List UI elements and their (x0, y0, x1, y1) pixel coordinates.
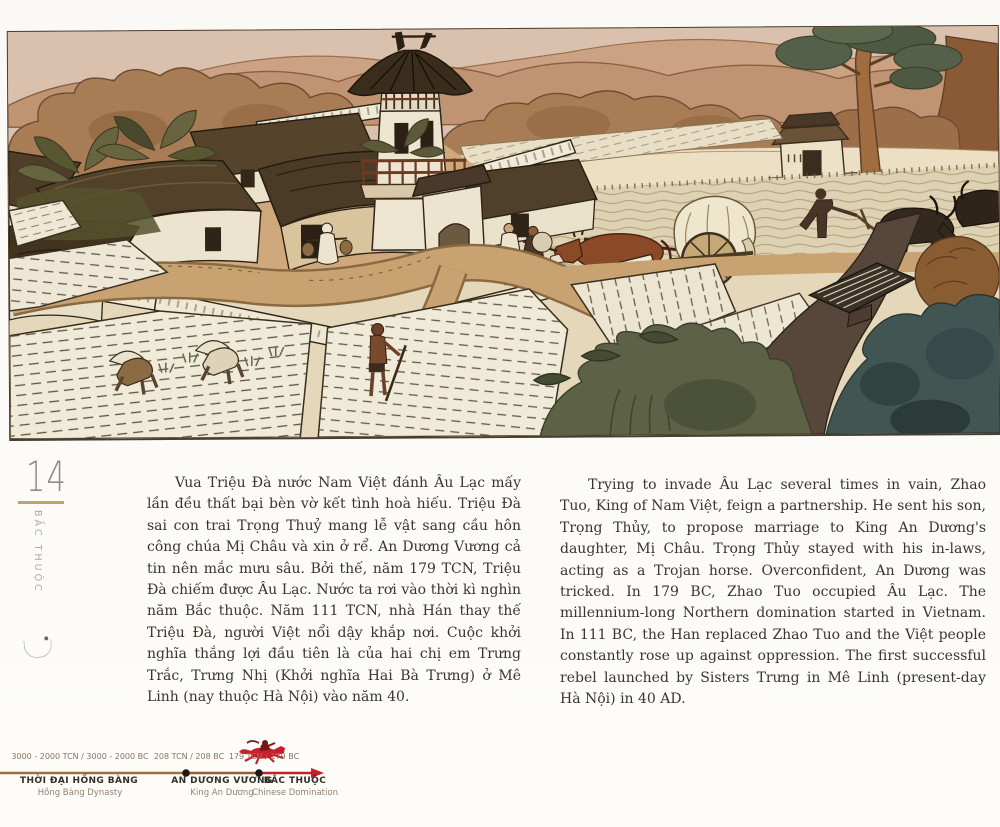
paragraph-english: Trying to invade Âu Lạc several times in vain, Zhao Tuo, King of Nam Việt, feign a partnership. He sent his son, Trọng Thủy, to propose marriage to King An Dương's daughter, Mị Châu. Trọng Thủy stayed with his in-laws, acting as a Trojan horse. Overconfident, An Dương was tricked. In 179 BC, Zhao Tuo occupied Âu Lạc. The millennium-long Northern domination started in Vietnam. In 111 BC, the Han replaced Zhao Tuo and the Việt people constantly rose up against oppression. The first successful rebel launched by Sisters Trưng in Mê Linh (present-day Hà Nội) in 40 AD. (560, 477, 986, 708)
page-number: 14 (26, 452, 68, 501)
era-date-an-duong: 208 TCN / 208 BC (153, 752, 225, 761)
era-date-bac-thuoc: 179 TCN / 179 BC (228, 752, 300, 761)
era-title-hong-bang: THỜI ĐẠI HỒNG BÀNG (19, 776, 139, 786)
page-number-rule (18, 501, 64, 504)
era-subtitle-an-duong: King An Dương (190, 788, 254, 798)
timeline-graphic (0, 735, 346, 813)
chapter-side-label: BẮC THUỘC (32, 510, 43, 594)
era-title-an-duong: AN DƯƠNG VƯƠNG (171, 776, 273, 786)
era-subtitle-bac-thuoc: Chinese Domination (252, 788, 338, 798)
era-date-hong-bang: 3000 - 2000 TCN / 3000 - 2000 BC (11, 752, 149, 761)
era-title-bac-thuoc: BẮC THUỘC (263, 776, 327, 786)
page-curl-mark (23, 639, 52, 659)
era-subtitle-hong-bang: Hồng Bàng Dynasty (37, 788, 123, 798)
village-illustration (7, 25, 1000, 441)
paragraph-vietnamese: Vua Triệu Đà nước Nam Việt đánh Âu Lạc mấy lần đều thất bại bèn vờ kết tình hoà hiếu. Triệu Đà sai con trai Trọng Thuỷ mang lễ vật sang cầu hôn công chúa Mị Châu và xin ở rể. An Dương Vương cả tin nên mắc mưu sâu. Bởi thế, năm 179 TCN, Triệu Đà chiếm được Âu Lạc. Nước ta rơi vào thời kì nghìn năm Bắc thuộc. Năm 111 TCN, nhà Hán thay thế Triệu Đà, người Việt nổi dậy khắp nơi. Cuộc khởi nghĩa thắng lợi đầu tiên là của hai chị em Trưng Trắc, Trưng Nhị (Khởi nghĩa Hai Bà Trưng) ở Mê Linh (nay thuộc Hà Nội) vào năm 40. (147, 475, 521, 706)
village-illustration-svg (8, 26, 1000, 439)
history-timeline (0, 735, 346, 813)
